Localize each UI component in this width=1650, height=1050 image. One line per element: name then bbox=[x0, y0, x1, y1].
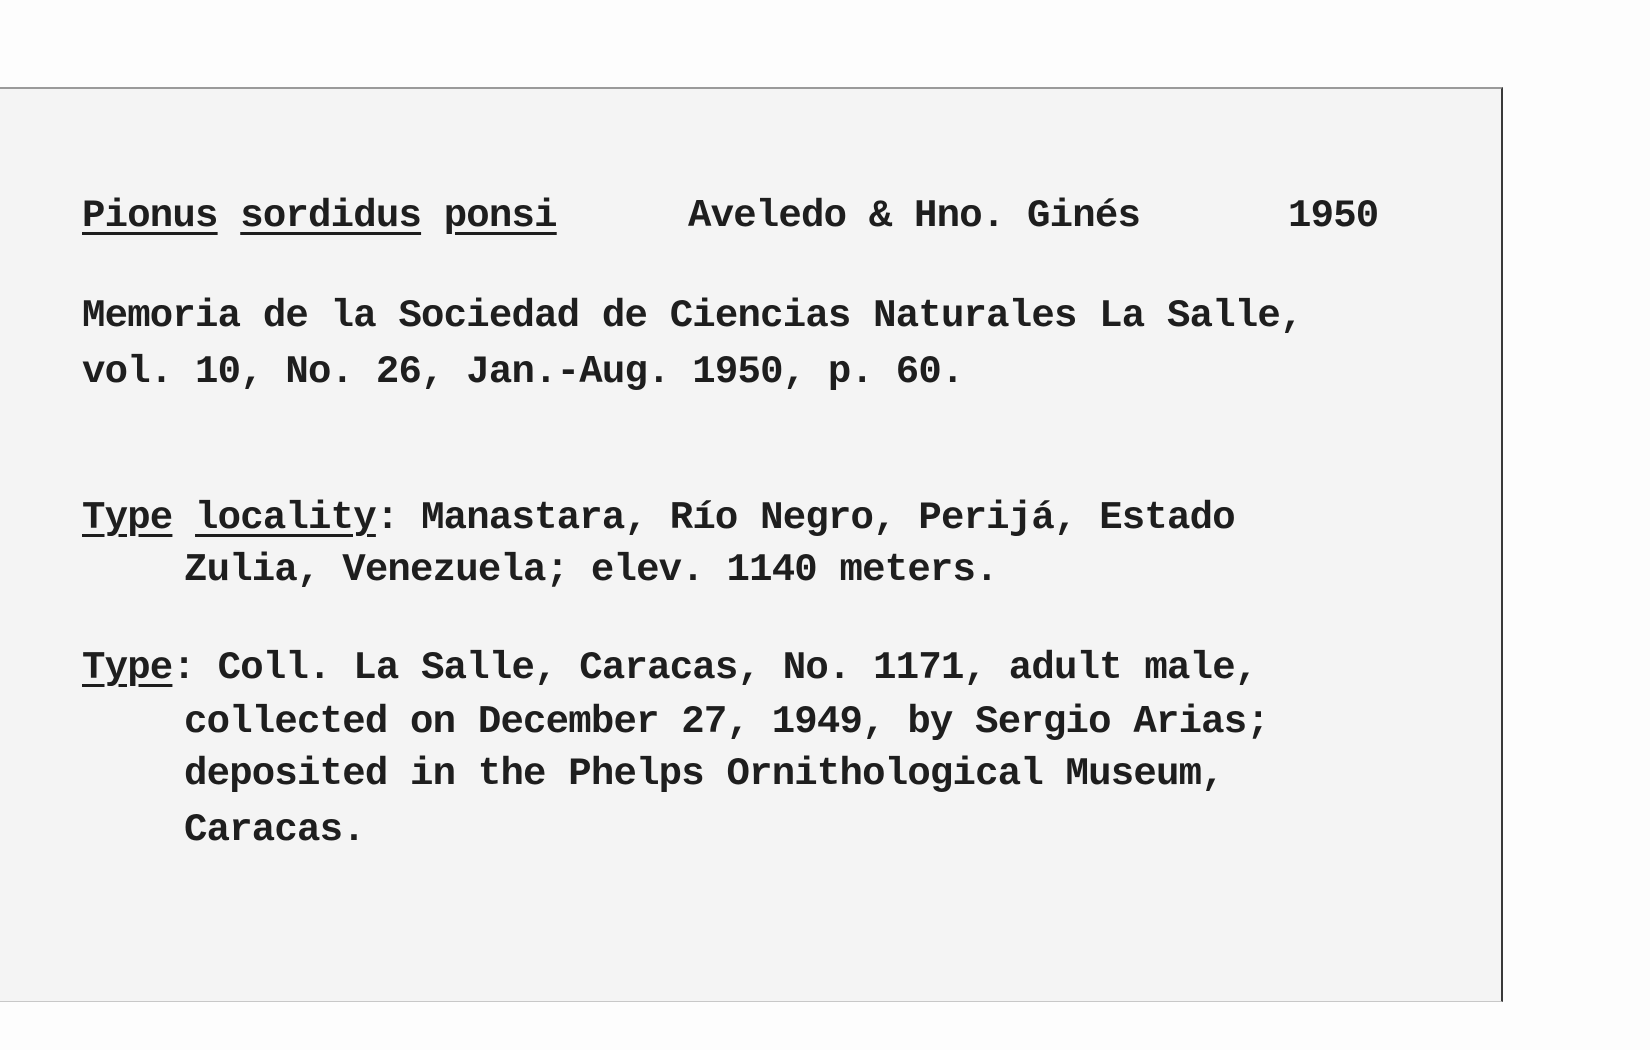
year: 1950 bbox=[1288, 194, 1379, 238]
type-text: : Coll. La Salle, Caracas, No. 1171, adult male, bbox=[172, 646, 1258, 690]
citation-line-2: vol. 10, No. 26, Jan.-Aug. 1950, p. 60. bbox=[82, 350, 964, 394]
genus-name: Pionus bbox=[82, 194, 218, 238]
species-name: sordidus bbox=[240, 194, 422, 238]
citation-line-1: Memoria de la Sociedad de Ciencias Naturales La Salle, bbox=[82, 294, 1303, 338]
type-line-4: Caracas. bbox=[184, 808, 365, 852]
type-locality-label-word1: Type bbox=[82, 496, 173, 540]
title-line bbox=[82, 194, 557, 238]
type-line-3: deposited in the Phelps Ornithological Museum, bbox=[184, 752, 1224, 796]
type-line-2: collected on December 27, 1949, by Sergio Arias; bbox=[184, 700, 1269, 744]
type-locality-text: : Manastara, Río Negro, Perijá, Estado bbox=[375, 496, 1235, 540]
subspecies-name: ponsi bbox=[443, 194, 557, 238]
type-locality-label-word2: locality bbox=[195, 496, 376, 540]
type-locality-line-1 bbox=[82, 496, 1235, 540]
author-name: Aveledo & Hno. Ginés bbox=[688, 194, 1141, 238]
type-locality-line-2: Zulia, Venezuela; elev. 1140 meters. bbox=[184, 548, 998, 592]
type-label: Type bbox=[82, 646, 173, 690]
index-card bbox=[0, 87, 1503, 1002]
type-line-1 bbox=[82, 646, 1258, 690]
